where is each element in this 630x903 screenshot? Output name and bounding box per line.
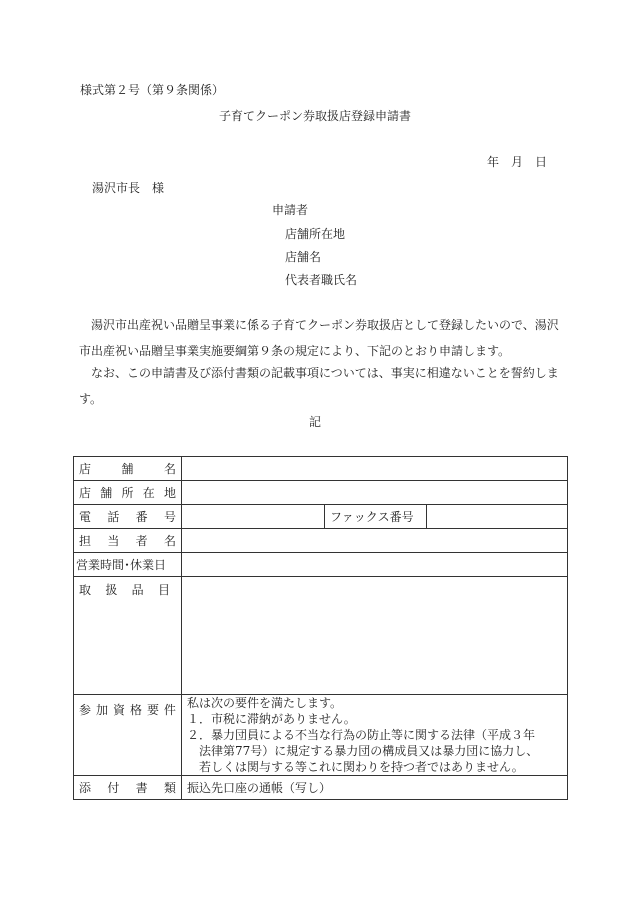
applicant-heading: 申請者 <box>272 203 309 217</box>
label-char: 在 <box>142 486 155 500</box>
label-char: 者 <box>135 534 148 548</box>
label-char: 電 <box>79 510 92 524</box>
store-name-field[interactable] <box>182 457 568 481</box>
label-char: 品 <box>131 583 144 597</box>
label-char: 扱 <box>105 583 118 597</box>
ki-heading: 記 <box>308 415 321 429</box>
label-char: 所 <box>121 486 134 500</box>
label-char: 話 <box>107 510 120 524</box>
label-char: 店 <box>79 462 92 476</box>
label-handled-items <box>74 577 182 695</box>
qualification-content <box>182 695 568 776</box>
label-char: 店 <box>79 486 92 500</box>
row-phone <box>74 505 568 529</box>
label-char: 担 <box>79 534 92 548</box>
row-store-name <box>74 457 568 481</box>
label-store-address <box>74 481 182 505</box>
row-person-in-charge <box>74 529 568 553</box>
label-phone <box>74 505 182 529</box>
label-char: 当 <box>107 534 120 548</box>
label-char: 取 <box>79 583 92 597</box>
applicant-store-name-label: 店舗名 <box>285 250 322 264</box>
label-char: 参 <box>79 703 92 717</box>
row-attachments <box>74 776 568 800</box>
label-char: 添 <box>79 781 92 795</box>
label-char: 格 <box>129 703 142 717</box>
business-hours-field[interactable] <box>182 553 568 577</box>
label-char: 舗 <box>121 462 134 476</box>
label-char: 名 <box>163 462 176 476</box>
phone-field[interactable] <box>182 505 325 529</box>
label-fax: ファックス番号 <box>325 505 427 529</box>
row-business-hours <box>74 553 568 577</box>
row-qualification <box>74 695 568 776</box>
label-char: 名 <box>163 534 176 548</box>
addressee: 湯沢市長 様 <box>92 181 165 195</box>
label-char: 番 <box>135 510 148 524</box>
document-title: 子育てクーポン券取扱店登録申請書 <box>218 109 411 123</box>
applicant-representative-label: 代表者職氏名 <box>285 273 358 287</box>
row-store-address <box>74 481 568 505</box>
label-qualification <box>74 695 182 776</box>
label-char: 舗 <box>100 486 113 500</box>
label-char: 地 <box>163 486 176 500</box>
label-char: 加 <box>95 703 108 717</box>
label-char: 類 <box>163 781 176 795</box>
qualification-item-2-line-2: 法律第77号）に規定する暴力団の構成員又は暴力団に協力し、 <box>199 744 539 758</box>
qualification-item-1: １．市税に滞納がありません。 <box>187 712 356 726</box>
label-char: 資 <box>112 703 125 717</box>
store-address-field[interactable] <box>182 481 568 505</box>
applicant-store-address-label: 店舗所在地 <box>285 227 346 241</box>
label-char: 目 <box>157 583 170 597</box>
label-char: 書 <box>135 781 148 795</box>
date-line: 年 月 日 <box>487 155 548 169</box>
fax-field[interactable] <box>427 505 568 529</box>
label-char: 付 <box>107 781 120 795</box>
label-attachments <box>74 776 182 800</box>
qualification-intro: 私は次の要件を満たします。 <box>187 696 343 710</box>
qualification-item-2-line-1: ２．暴力団員による不当な行為の防止等に関する法律（平成３年 <box>187 728 536 742</box>
handled-items-field[interactable] <box>182 577 568 695</box>
form-number: 様式第２号（第９条関係） <box>80 83 225 97</box>
label-store-name <box>74 457 182 481</box>
label-char: 要 <box>146 703 159 717</box>
body-paragraph-1: 湯沢市出産祝い品贈呈事業に係る子育てクーポン券取扱店として登録したいので、湯沢市出産祝い品贈呈事業実施要綱第９条の規定により、下記のとおり申請します。 <box>79 318 559 358</box>
person-in-charge-field[interactable] <box>182 529 568 553</box>
label-business-hours: 営業時間･休業日 <box>74 553 182 577</box>
body-paragraph-2: なお、この申請書及び添付書類の記載事項については、事実に相違ないことを誓約します。 <box>79 366 559 406</box>
attachments-value: 振込先口座の通帳（写し） <box>182 776 568 800</box>
application-form-table <box>73 456 568 800</box>
label-char: 号 <box>163 510 176 524</box>
qualification-item-2-line-3: 若しくは関与する等これに関わりを持つ者ではありません。 <box>199 760 524 774</box>
label-char: 件 <box>163 703 176 717</box>
row-handled-items <box>74 577 568 695</box>
label-person-in-charge <box>74 529 182 553</box>
